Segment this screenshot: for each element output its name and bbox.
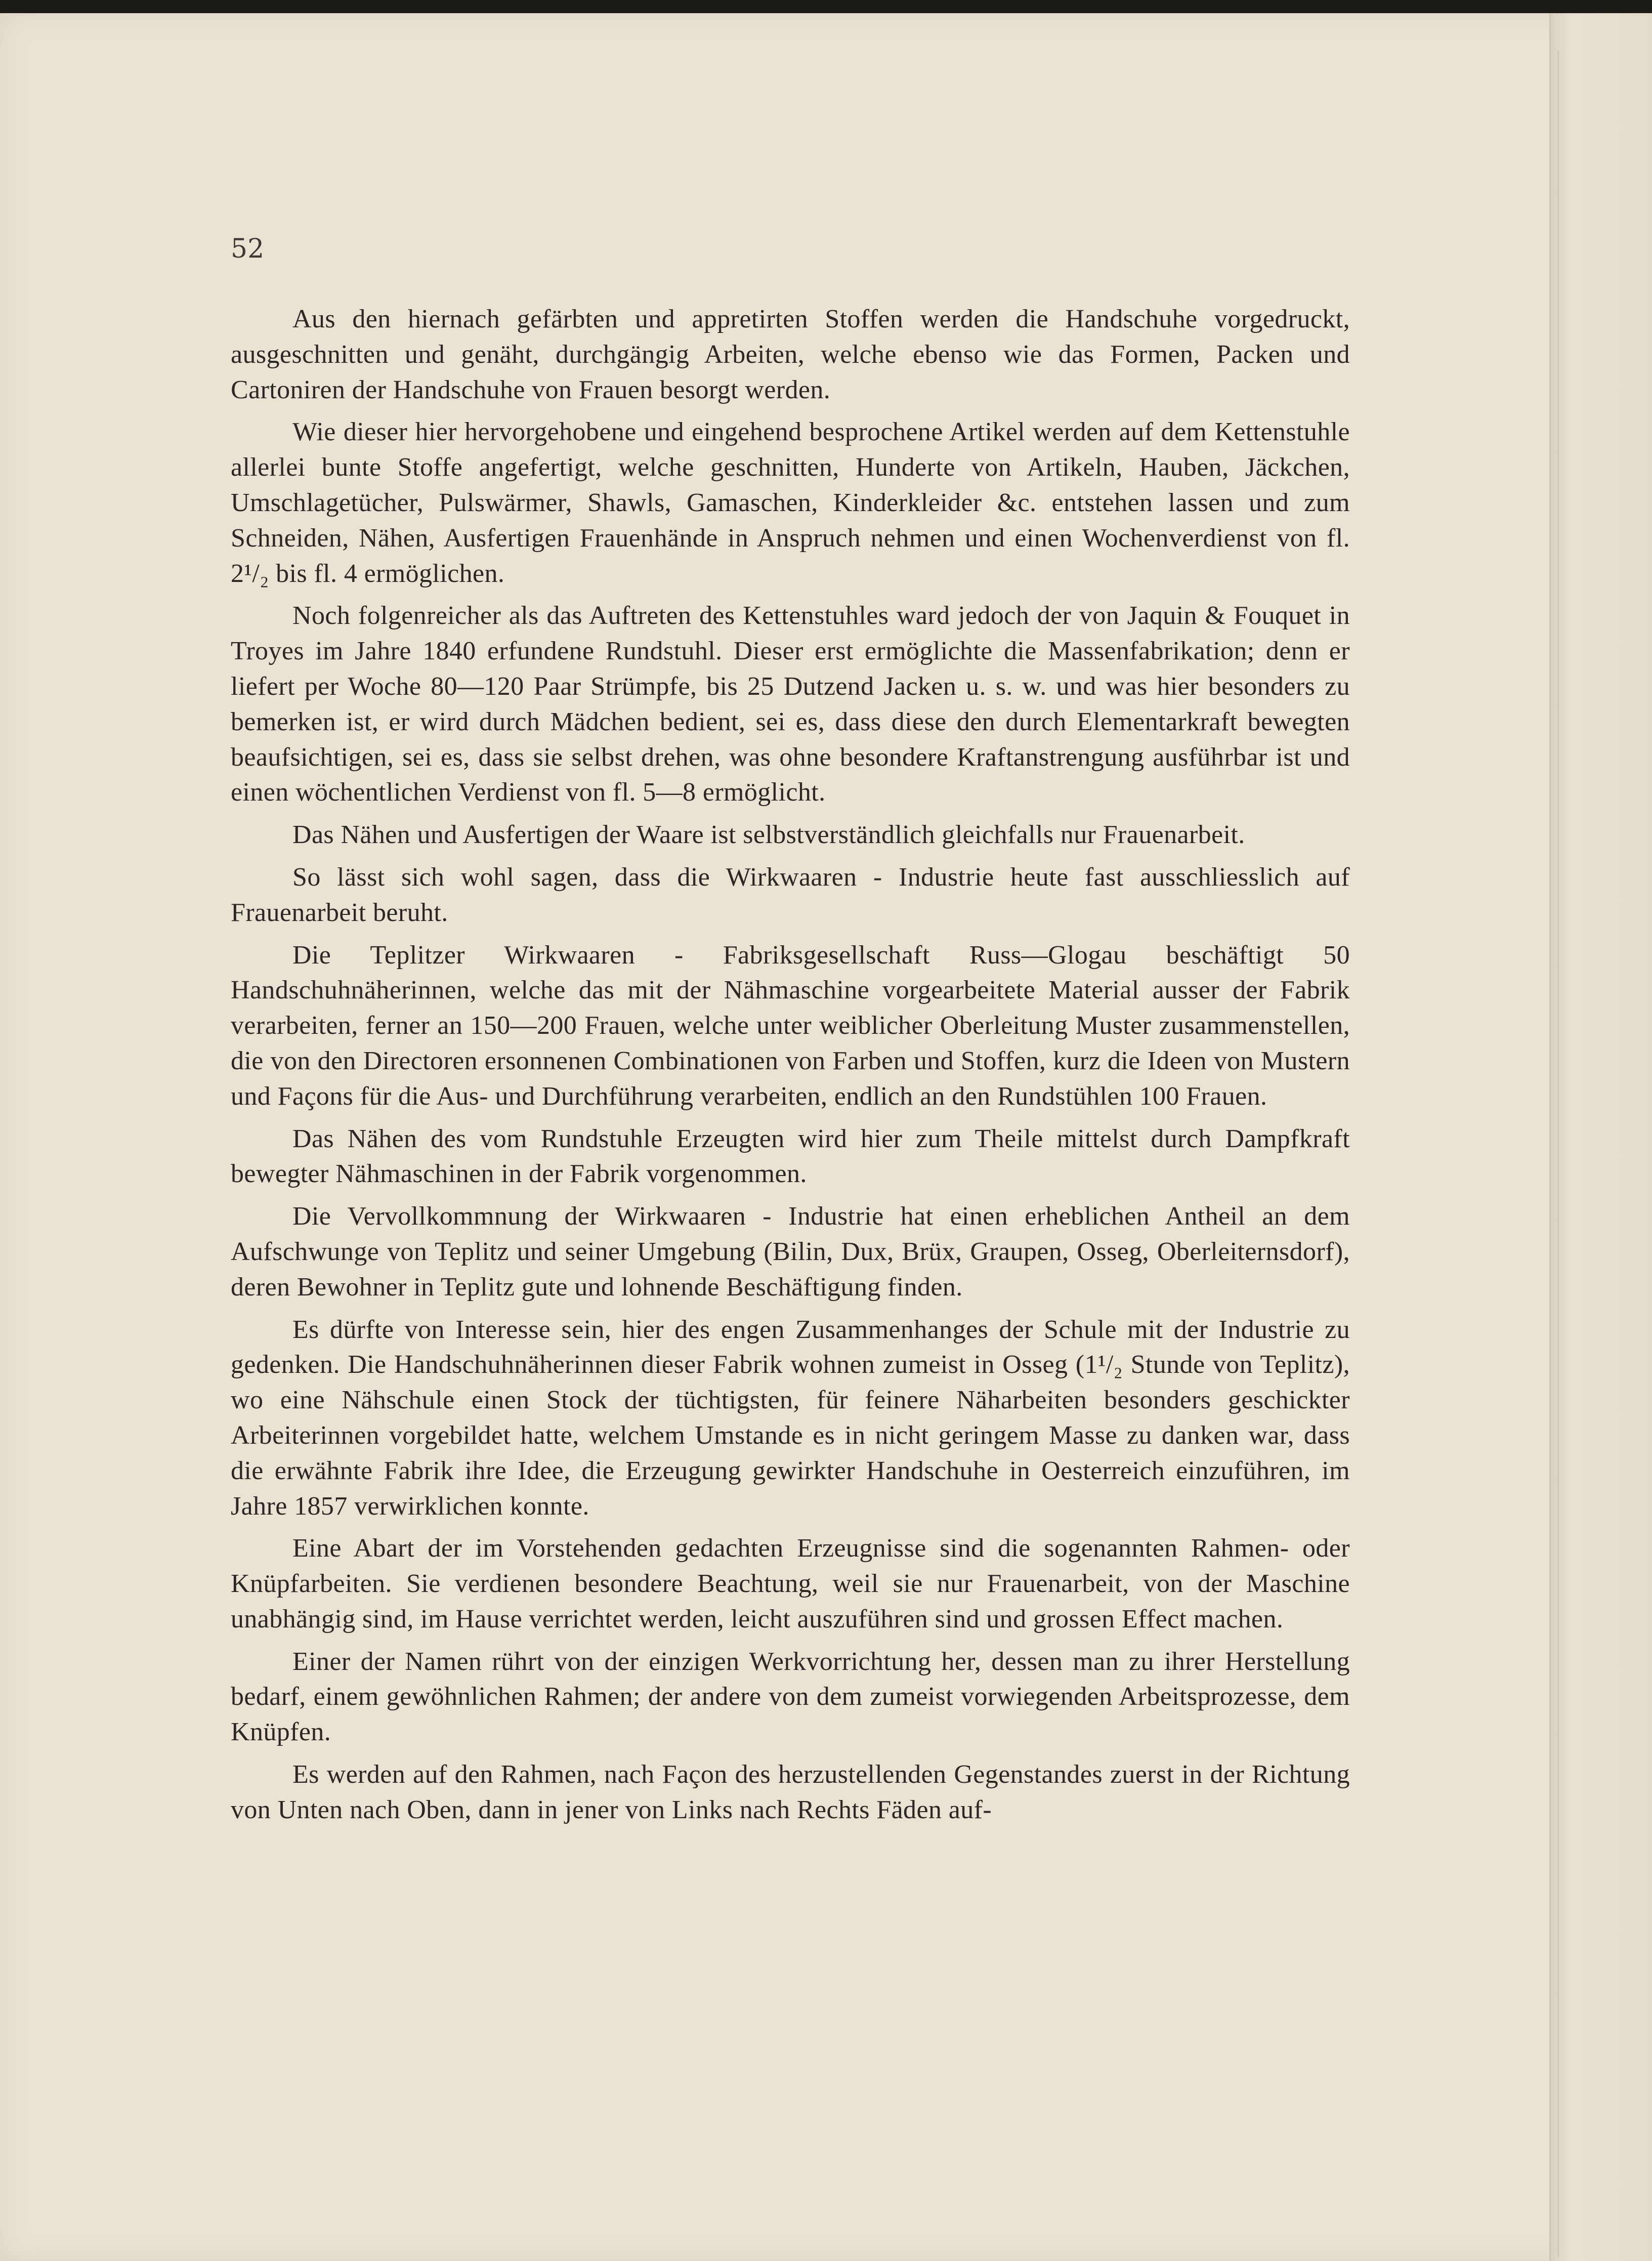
paragraph-8: Die Vervollkommnung der Wirkwaaren - Industrie hat einen erheblichen Antheil an dem Aufschwunge von Teplitz und seiner Umgebung (Bilin, Dux, Brüx, Graupen, Osseg, Oberleiternsdorf), deren Bewohner in Teplitz gute und lohnende Beschäftigung finden. (231, 1202, 1350, 1302)
paragraph-12: Es werden auf den Rahmen, nach Façon des herzustellenden Gegenstandes zuerst in der Richtung von Unten nach Oben, dann in jener von Links nach Rechts Fäden auf- (231, 1760, 1350, 1824)
page-number: 52 (231, 234, 265, 264)
page-fold-line (1557, 51, 1559, 2257)
paragraph-6: Die Teplitzer Wirkwaaren - Fabriksgesellschaft Russ—Glogau beschäftigt 50 Handschuhnäherinnen, welche das mit der Nähmaschine vorgearbeitete Material ausser der Fabrik verarbeiten, ferner an 150—200 Frauen, welche unter weiblicher Oberleitung Muster zusammenstellen, die von den Directoren ersonnenen Combinationen von Farben und Stoffen, kurz die Ideen von Mustern und Façons für die Aus- und Durchführung verarbeiten, endlich an den Rundstühlen 100 Frauen. (231, 940, 1350, 1111)
paragraph-11: Einer der Namen rührt von der einzigen Werkvorrichtung her, dessen man zu ihrer Herstellung bedarf, einem gewöhnlichen Rahmen; der andere von dem zumeist vorwiegenden Arbeitsprozesse, dem Knüpfen. (231, 1647, 1350, 1747)
paragraph-3: Noch folgenreicher als das Auftreten des Kettenstuhles ward jedoch der von Jaquin & Fouquet in Troyes im Jahre 1840 erfundene Rundstuhl. Dieser erst ermöglichte die Massenfabrikation; denn er liefert per Woche 80—120 Paar Strümpfe, bis 25 Dutzend Jacken u. s. w. und was hier besonders zu bemerken ist, er wird durch Mädchen bedient, sei es, dass diese den durch Elementarkraft bewegten beaufsichtigen, sei es, dass sie selbst drehen, was ohne besondere Kraftanstrengung ausführbar ist und einen wöchentlichen Verdienst von fl. 5—8 ermöglicht. (231, 601, 1350, 807)
paragraph-1: Aus den hiernach gefärbten und appretirten Stoffen werden die Handschuhe vorgedruckt, ausgeschnitten und genäht, durchgängig Arbeiten, welche ebenso wie das Formen, Packen und Cartoniren der Handschuhe von Frauen besorgt werden. (231, 305, 1350, 404)
paragraph-4: Das Nähen und Ausfertigen der Waare ist selbstverständlich gleichfalls nur Frauenarbeit. (292, 820, 1245, 850)
paragraph-10: Eine Abart der im Vorstehenden gedachten Erzeugnisse sind die sogenannten Rahmen- oder Knüpfarbeiten. Sie verdienen besondere Beachtung, weil sie nur Frauenarbeit, von der Maschine unabhängig sind, im Hause verrichtet werden, leicht auszuführen sind und grossen Effect machen. (231, 1534, 1350, 1634)
adjacent-page-edge (1549, 13, 1652, 2261)
paragraph-9: Es dürfte von Interesse sein, hier des engen Zusammenhanges der Schule mit der Industrie zu gedenken. Die Handschuhnäherinnen dieser Fabrik wohnen zumeist in Osseg (1¹/₂ Stunde von Teplitz), wo eine Nähschule einen Stock der tüchtigsten, für feinere Näharbeiten besonders geschickter Arbeiterinnen vorgebildet hatte, welchem Umstande es in nicht geringem Masse zu danken war, dass die erwähnte Fabrik ihre Idee, die Erzeugung gewirkter Handschuhe in Oesterreich einzuführen, im Jahre 1857 verwirklichen konnte. (231, 1315, 1350, 1521)
body-text (231, 302, 1350, 1835)
paragraph-2: Wie dieser hier hervorgehobene und eingehend besprochene Artikel werden auf dem Kettenstuhle allerlei bunte Stoffe angefertigt, welche geschnitten, Hunderte von Artikeln, Hauben, Jäckchen, Umschlagetücher, Pulswärmer, Shawls, Gamaschen, Kinderkleider &c. entstehen lassen und zum Schneiden, Nähen, Ausfertigen Frauenhände in Anspruch nehmen und einen Wochenverdienst von fl. 2¹/₂ bis fl. 4 ermöglichen. (231, 417, 1350, 588)
paragraph-7: Das Nähen des vom Rundstuhle Erzeugten wird hier zum Theile mittelst durch Dampfkraft bewegter Nähmaschinen in der Fabrik vorgenommen. (231, 1124, 1350, 1189)
paragraph-5: So lässt sich wohl sagen, dass die Wirkwaaren - Industrie heute fast ausschliesslich auf Frauenarbeit beruht. (231, 862, 1350, 927)
